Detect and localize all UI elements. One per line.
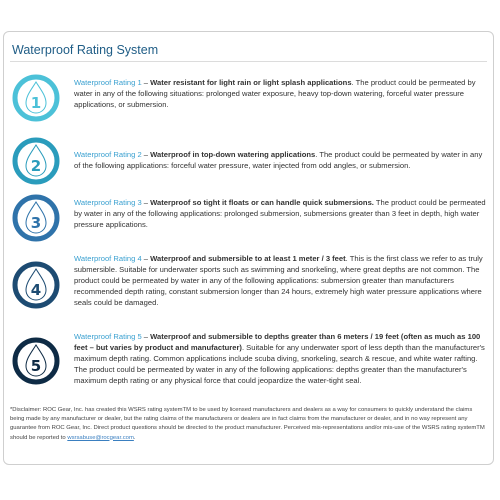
disclaimer-text: *Disclaimer: ROC Gear, Inc. has created this WSRS rating systemTM to be used by licensed manufacturers and dealers as a way for consumers to quickly understand the claims being made by any manufacturer or dealer, but the rating claims of the manufacturers or dealers are in fact claims from the manufacturer or dealer, and in no way represent any guarantee from ROC Gear, Inc. Direct product questions should be directed to the product manufacturer. Perceived mis-representations and/or mis-use of the WSRS rating systemTM should be reported to [10, 407, 485, 441]
rating-3-headline: Waterproof so tight it floats or can handle quick submersions. [150, 198, 374, 207]
rating-1-label: Waterproof Rating 1 [74, 78, 142, 87]
title-divider [10, 61, 487, 62]
rating-1-droplet-icon [12, 74, 60, 122]
rating-3-droplet-icon [12, 194, 60, 242]
rating-1-description: Waterproof Rating 1 – Water resistant for light rain or light splash applications. The product could be permeated by water in any of the following situations: prolonged water exposure, heavy top-down watering, forceful water pressure applications, or submersion. [74, 78, 476, 109]
rating-3-label: Waterproof Rating 3 [74, 198, 142, 207]
rating-2-droplet-icon [12, 137, 60, 185]
rating-2-label: Waterproof Rating 2 [74, 150, 142, 159]
rating-3-number: 3 [30, 214, 42, 232]
disclaimer: *Disclaimer: ROC Gear, Inc. has created this WSRS rating systemTM to be used by licensed manufacturers and dealers as a way for consumers to quickly understand the claims being made by any manufacturer or dealer, but the rating claims of the manufacturers or dealers are in fact claims from the manufacturer or dealer, and in no way represent any guarantee from ROC Gear, Inc. Direct product questions should be directed to the product manufacturer. Perceived mis-representations and/or mis-use of the WSRS rating systemTM should be reported to wsrsabuse@rocgear.com. [10, 407, 485, 441]
rating-5-body: . Suitable for any underwater sport of less depth than the manufacturer's maximum depth rating. Common applications include scuba diving, snorkeling, search & rescue, and white water rafting. The product could be permeated by water in any of the following applications: depths greater than the manufacturer's maximum depth rating or any physical force that could jeopardize the water-tight seal. [74, 343, 485, 385]
rating-4-description: Waterproof Rating 4 – Waterproof and submersible to at least 1 meter / 3 feet. This is the first class we refer to as truly submersible. Suitable for underwater sports such as swimming and snorkeling, where great depths are not common. The product could be permeated by water in any of the following applications: submersion greater than manufacturers recommended depth rating, constant submersion longer than 24 hours, extremely high water pressure applications where seals could be damaged. [74, 254, 483, 307]
rating-4-droplet-icon [12, 261, 60, 309]
droplet-badge-svg [12, 261, 60, 309]
rating-4-label: Waterproof Rating 4 [74, 254, 142, 263]
rating-1-body: . The product could be permeated by water in any of the following situations: prolonged water exposure, heavy top-down watering, forceful water pressure applications, or submersion. [74, 78, 476, 109]
rating-3-body: The product could be permeated by water in any of the following applications: prolonged submersion, submersions greater than 3 feet in depth, high water pressure applications. [74, 198, 486, 229]
rating-5-label: Waterproof Rating 5 [74, 332, 142, 341]
rating-4-number: 4 [30, 281, 42, 299]
rating-4-body: . This is the first class we refer to as truly submersible. Suitable for underwater sports such as swimming and snorkeling, where great depths are not common. The product could be permeated by water in any of the following applications: submersion greater than manufacturers recommended depth rating, constant submersion longer than 24 hours, extremely high water pressure applications where seals could be damaged. [74, 254, 483, 307]
droplet-badge-svg [12, 194, 60, 242]
rating-5-headline: Waterproof and submersible to depths greater than 6 meters / 19 feet (often as much as 100 feet – but varies by product and manufacturer) [74, 332, 481, 352]
rating-5-number: 5 [30, 357, 42, 375]
rating-system-panel [3, 31, 494, 465]
rating-1-headline: Water resistant for light rain or light splash applications [150, 78, 352, 87]
rating-2-number: 2 [30, 157, 42, 175]
droplet-badge-svg [12, 74, 60, 122]
panel-title: Waterproof Rating System [12, 43, 159, 57]
rating-2-description: Waterproof Rating 2 – Waterproof in top-down watering applications. The product could be permeated by water in any of the following applications: forceful water pressure, water injected from odd angles, or submersion. [74, 150, 483, 170]
droplet-badge-svg [12, 337, 60, 385]
rating-3-description: Waterproof Rating 3 – Waterproof so tight it floats or can handle quick submersions. The product could be permeated by water in any of the following applications: prolonged submersion, submersions greater than 3 feet in depth, high water pressure applications. [74, 198, 486, 229]
rating-1-number: 1 [30, 94, 42, 112]
rating-4-headline: Waterproof and submersible to at least 1 meter / 3 feet [150, 254, 346, 263]
droplet-badge-svg [12, 137, 60, 185]
report-email-link[interactable]: wsrsabuse@rocgear.com [67, 434, 134, 441]
rating-2-headline: Waterproof in top-down watering applications [150, 150, 316, 159]
rating-2-body: . The product could be permeated by water in any of the following applications: forceful water pressure, water injected from odd angles, or submersion. [74, 150, 483, 170]
rating-5-droplet-icon [12, 337, 60, 385]
rating-5-description: Waterproof Rating 5 – Waterproof and submersible to depths greater than 6 meters / 19 feet (often as much as 100 feet – but varies by product and manufacturer). Suitable for any underwater sport of less depth than the manufacturer's maximum depth rating. Common applications include scuba diving, snorkeling, search & rescue, and white water rafting. The product could be permeated by water in any of the following applications: depths greater than the manufacturer's maximum depth rating or any physical force that could jeopardize the water-tight seal. [74, 332, 485, 385]
